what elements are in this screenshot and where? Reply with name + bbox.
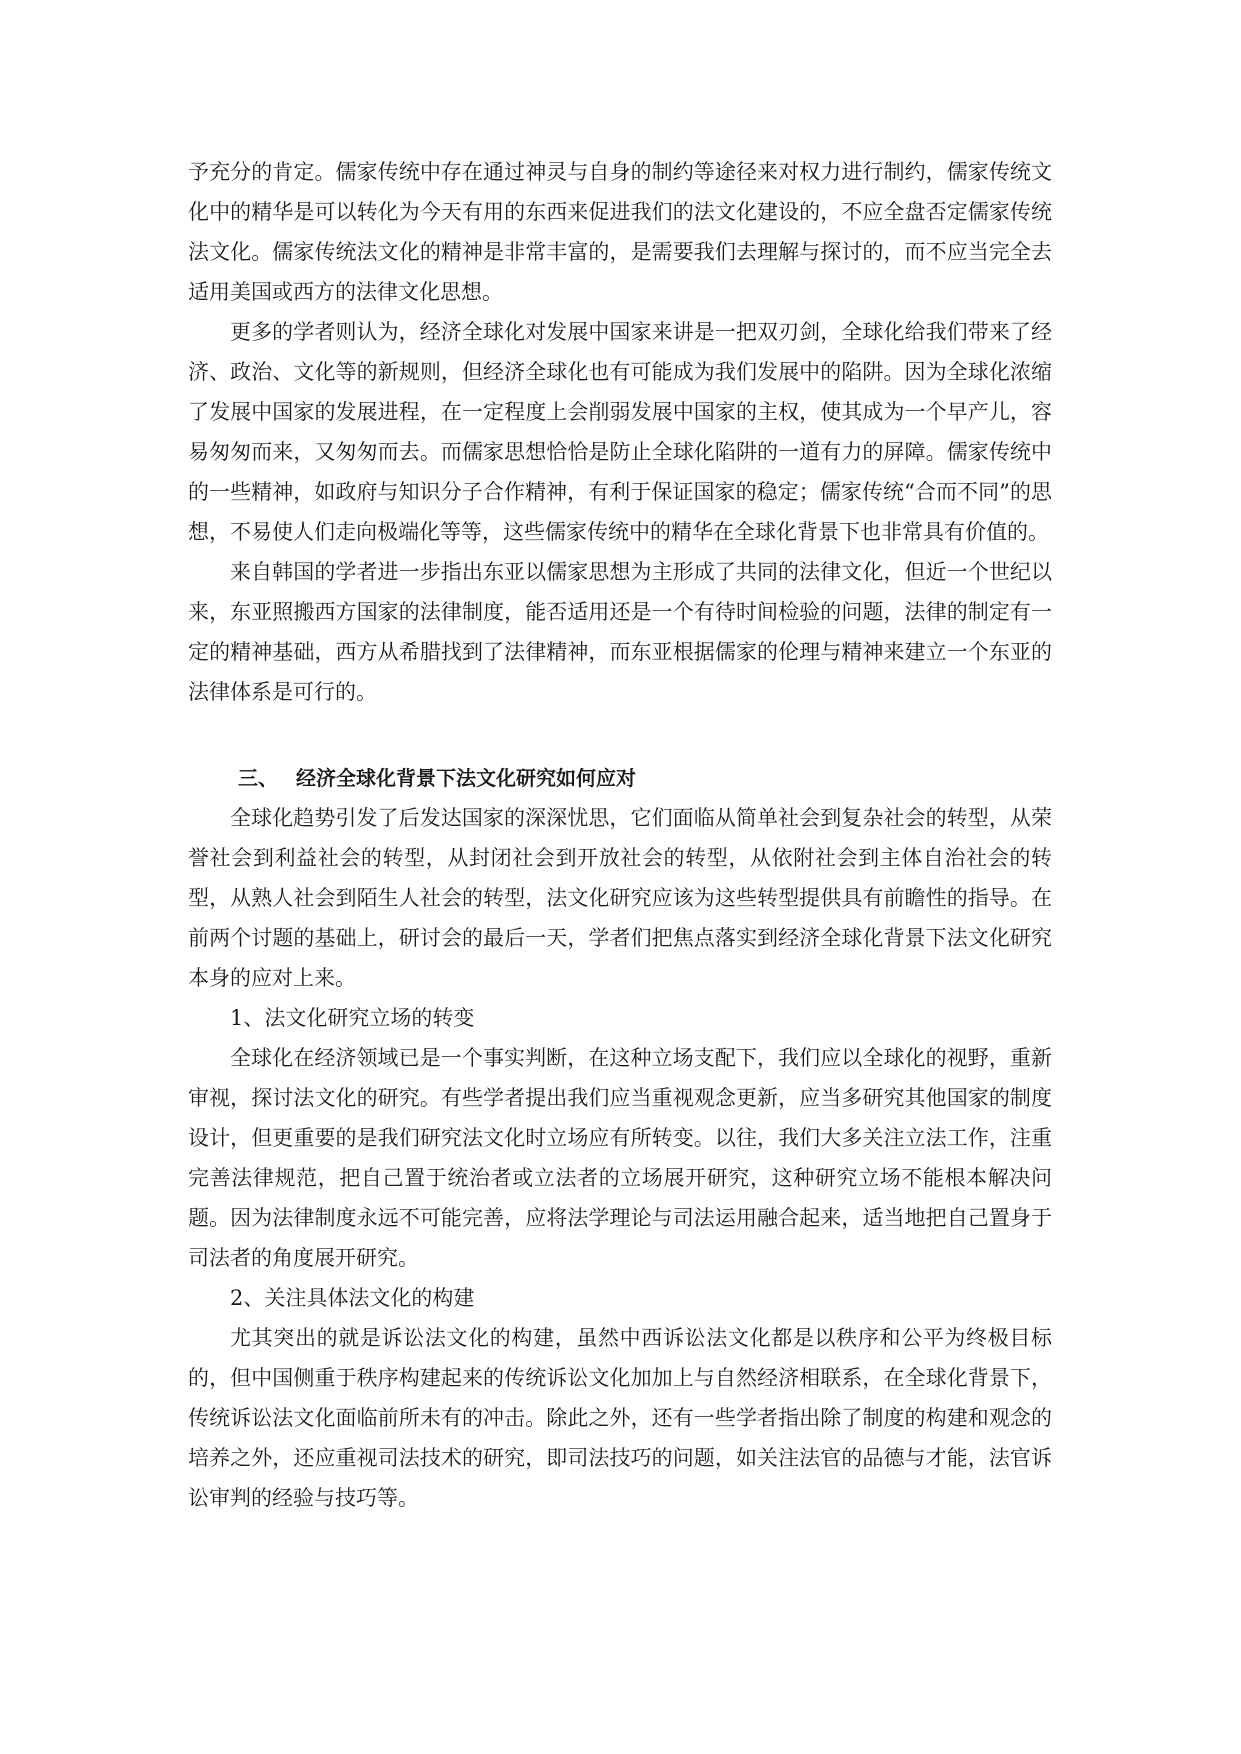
subsection-heading-1: 1、法文化研究立场的转变 — [230, 1006, 475, 1030]
section-heading-3 — [188, 758, 1052, 798]
paragraph-research-stance: 全球化在经济领域已是一个事实判断，在这种立场支配下，我们应以全球化的视野，重新审视，探讨法文化的研究。有些学者提出我们应当重视观念更新，应当多研究其他国家的制度设计，但更重要的是我们研究法文化时立场应有所转变。以往，我们大多关注立法工作，注重完善法律规范，把自己置于统治者或立法者的立场展开研究，这种研究立场不能根本解决问题。因为法律制度永远不可能完善，应将法学理论与司法运用融合起来，适当地把自己置身于司法者的角度展开研究。 — [188, 1046, 1052, 1270]
section-title: 经济全球化背景下法文化研究如何应对 — [296, 766, 636, 790]
subsection-heading-2: 2、关注具体法文化的构建 — [230, 1286, 475, 1310]
section-number: 三、 — [238, 766, 278, 790]
paragraph-double-edged-sword: 更多的学者则认为，经济全球化对发展中国家来讲是一把双刃剑，全球化给我们带来了经济、政治、文化等的新规则，但经济全球化也有可能成为我们发展中的陷阱。因为全球化浓缩了发展中国家的发展进程，在一定程度上会削弱发展中国家的主权，使其成为一个早产儿，容易匆匆而来，又匆匆而去。而儒家思想恰恰是防止全球化陷阱的一道有力的屏障。儒家传统中的一些精神，如政府与知识分子合作精神，有利于保证国家的稳定；儒家传统“合而不同”的思想，不易使人们走向极端化等等，这些儒家传统中的精华在全球化背景下也非常具有价值的。 — [188, 320, 1052, 544]
paragraph-continued: 予充分的肯定。儒家传统中存在通过神灵与自身的制约等途径来对权力进行制约，儒家传统文化中的精华是可以转化为今天有用的东西来促进我们的法文化建设的，不应全盘否定儒家传统法文化。儒家传统法文化的精神是非常丰富的，是需要我们去理解与探讨的，而不应当完全去适用美国或西方的法律文化思想。 — [188, 160, 1052, 304]
paragraph-korean-scholars: 来自韩国的学者进一步指出东亚以儒家思想为主形成了共同的法律文化，但近一个世纪以来，东亚照搬西方国家的法律制度，能否适用还是一个有待时间检验的问题，法律的制定有一定的精神基础，西方从希腊找到了法律精神，而东亚根据儒家的伦理与精神来建立一个东亚的法律体系是可行的。 — [188, 560, 1052, 704]
paragraph-globalization-trend: 全球化趋势引发了后发达国家的深深忧思，它们面临从简单社会到复杂社会的转型，从荣誉社会到利益社会的转型，从封闭社会到开放社会的转型，从依附社会到主体自治社会的转型，从熟人社会到陌生人社会的转型，法文化研究应该为这些转型提供具有前瞻性的指导。在前两个讨题的基础上，研讨会的最后一天，学者们把焦点落实到经济全球化背景下法文化研究本身的应对上来。 — [188, 806, 1052, 990]
document-body — [188, 152, 1052, 1518]
paragraph-litigation-culture: 尤其突出的就是诉讼法文化的构建，虽然中西诉讼法文化都是以秩序和公平为终极目标的，但中国侧重于秩序构建起来的传统诉讼文化加加上与自然经济相联系，在全球化背景下，传统诉讼法文化面临前所未有的冲击。除此之外，还有一些学者指出除了制度的构建和观念的培养之外，还应重视司法技术的研究，即司法技巧的问题，如关注法官的品德与才能，法官诉讼审判的经验与技巧等。 — [188, 1326, 1052, 1510]
